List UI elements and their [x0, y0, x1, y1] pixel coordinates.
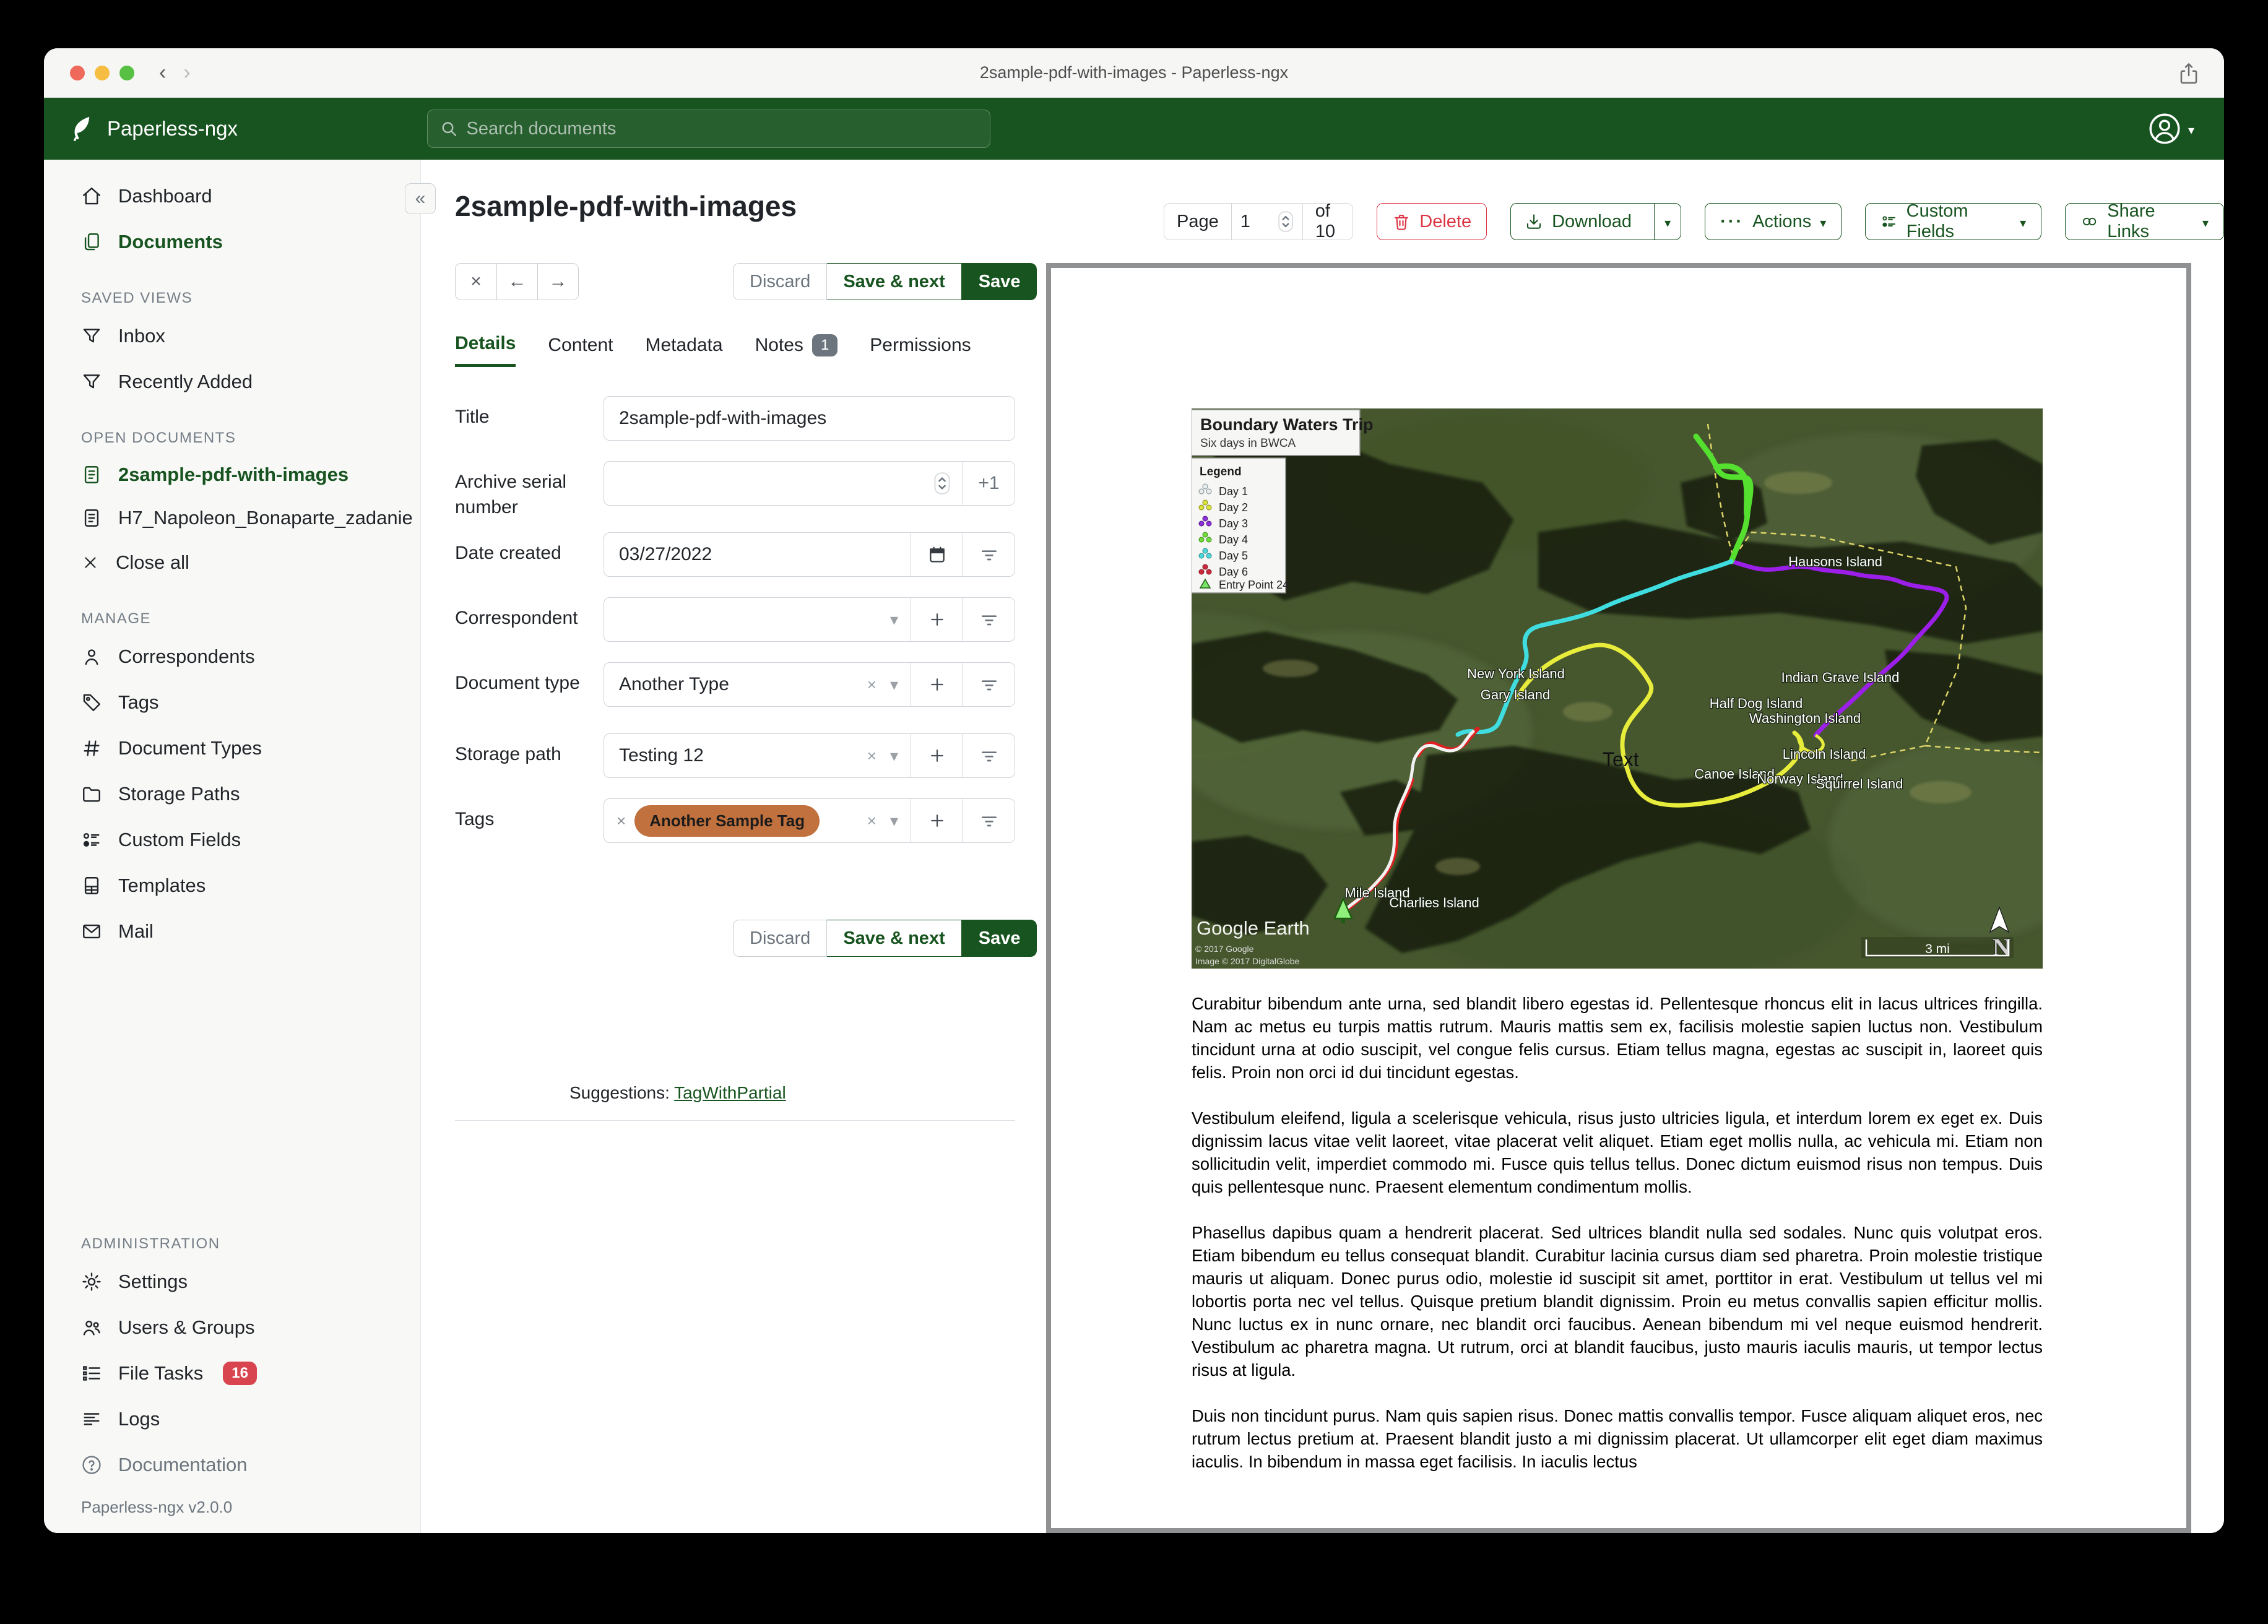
chevron-down-icon[interactable]: ▾ [889, 610, 898, 629]
pdf-body-text [1192, 992, 2043, 1496]
notes-count-badge: 1 [812, 334, 838, 356]
download-button-label: Download [1552, 211, 1632, 231]
clear-icon[interactable]: × [867, 811, 876, 830]
paperless-leaf-icon [69, 114, 95, 143]
question-circle-icon [81, 1454, 102, 1475]
filter-lines-icon [979, 545, 999, 564]
sidebar-item-close-all[interactable] [44, 540, 420, 585]
sidebar-item-logs[interactable] [44, 1396, 420, 1442]
sidebar-item-label: Templates [118, 875, 206, 896]
tab-content[interactable] [548, 333, 613, 367]
close-icon [81, 553, 100, 572]
clear-icon[interactable]: × [867, 746, 876, 765]
custom-fields-icon [81, 829, 102, 850]
page-number-field[interactable] [1231, 204, 1303, 240]
download-button[interactable] [1510, 203, 1681, 240]
document-type-field [604, 662, 1015, 707]
delete-button-label: Delete [1419, 211, 1472, 231]
avatar [2149, 113, 2181, 145]
save-group-bottom [733, 920, 1037, 957]
add-document-type-button[interactable] [911, 663, 963, 706]
pdf-paragraph: Duis non tincidunt purus. Nam quis sapien risus. Donec mattis convallis tempor. Fusce aliquam aliquet eros, nec rutrum lectus pretium at. Praesent blandit justo a mi dignissim placerat. Ut ullamcorper elit eget diam maximus iaculis. In bibendum in massa eget facilisis. In iaculis lectus [1192, 1406, 2043, 1471]
map-label: Half Dog Island [1709, 696, 1803, 711]
asn-plus-one-button[interactable]: +1 [963, 462, 1015, 505]
sidebar-item-label: Recently Added [118, 371, 253, 392]
north-label: N [1993, 933, 2010, 961]
sidebar-item-users-groups[interactable] [44, 1305, 420, 1350]
tab-label: Details [455, 333, 516, 353]
tag-suggestions [569, 1083, 786, 1103]
sidebar-item-settings[interactable] [44, 1259, 420, 1305]
filter-by-storage-path-button[interactable] [963, 734, 1015, 777]
suggestions-label: Suggestions: [569, 1083, 670, 1102]
map-figure [1192, 408, 2043, 969]
tag-icon [81, 692, 102, 713]
next-document-button[interactable]: → [537, 264, 578, 300]
window-title: 2sample-pdf-with-images - Paperless-ngx [979, 63, 1289, 82]
sidebar-item-label: Users & Groups [118, 1316, 255, 1338]
storage-path-select[interactable] [604, 745, 867, 766]
sidebar-item-tags[interactable] [44, 680, 420, 725]
folder-icon [81, 784, 102, 805]
tab-label: Notes [755, 334, 803, 355]
map-label: Norway Island [1757, 771, 1843, 787]
page-count-label: of 10 [1315, 201, 1335, 241]
browser-back-button[interactable]: ‹ [159, 61, 167, 84]
filter-icon [81, 326, 102, 347]
document-icon [81, 464, 102, 485]
svg-text:Day 1: Day 1 [1219, 485, 1249, 498]
custom-fields-button[interactable] [1865, 203, 2041, 240]
correspondent-field [604, 597, 1015, 642]
app-brand[interactable] [69, 114, 238, 143]
asn-field-label: Archive serial number [455, 472, 567, 517]
pdf-page [1051, 268, 2186, 1528]
map-subtitle: Six days in BWCA [1200, 437, 1296, 450]
svg-text:Day 5: Day 5 [1219, 550, 1249, 562]
pdf-paragraph: Vestibulum eleifend, ligula a scelerisque vehicula, risus justo ultricies ligula, et interdum lorem ex eget ex. Duis dignissim lacus vitae velit laoreet, vitae placerat velit aliquet. Etiam eget mollis nulla, ac vehicula mi. Etiam non sollicitudin velit, imperdiet commodo mi. Fusce quis tellus tellus. Donec dictum euismod risus non tempus. Duis quis pellentesque nunc. Praesent elementum condimentum mollis. [1192, 1108, 2043, 1196]
remove-tag-icon[interactable]: × [617, 811, 626, 830]
sidebar-item-dashboard[interactable] [44, 173, 420, 219]
sidebar-item-custom-fields[interactable] [44, 817, 420, 863]
tab-notes[interactable] [755, 333, 838, 367]
filter-lines-icon [979, 610, 999, 629]
tab-label: Permissions [870, 334, 971, 355]
calendar-icon [927, 545, 947, 564]
sidebar-item-label: Tags [118, 691, 159, 713]
chevron-down-icon: ▾ [2188, 123, 2194, 137]
map-label: Indian Grave Island [1781, 670, 1900, 685]
map-legend [1192, 458, 1289, 593]
ellipsis-icon: ··· [1720, 211, 1744, 231]
save-button[interactable]: Save [962, 920, 1037, 957]
user-menu[interactable] [2149, 113, 2194, 145]
title-field [604, 396, 1015, 441]
filter-by-document-type-button[interactable] [963, 663, 1015, 706]
tab-metadata[interactable] [645, 333, 722, 367]
storage-path-label: Storage path [455, 744, 561, 764]
filter-lines-icon [979, 746, 999, 766]
date-created-label: Date created [455, 543, 561, 563]
tab-label: Metadata [645, 334, 723, 355]
person-icon [81, 646, 102, 667]
search-bar[interactable] [427, 110, 990, 148]
tab-permissions[interactable] [870, 333, 971, 367]
map-label: Canoe Island [1694, 766, 1775, 782]
sidebar-item-label: Documents [118, 231, 223, 253]
download-dropdown-toggle[interactable] [1654, 204, 1681, 240]
sidebar-item-label: H7_Napoleon_Bonaparte_zadanie [118, 507, 413, 529]
tag-chip[interactable]: Another Sample Tag [634, 805, 820, 837]
task-list-icon [81, 1363, 102, 1384]
link-icon [2080, 212, 2098, 231]
asn-field [604, 461, 1015, 506]
storage-path-field [604, 733, 1015, 778]
map-scale-bar [1861, 937, 2014, 958]
add-correspondent-button[interactable] [911, 598, 963, 641]
download-icon [1525, 212, 1543, 231]
sidebar-item-label: Correspondents [118, 646, 255, 667]
document-type-select[interactable] [604, 674, 867, 695]
svg-text:Day 3: Day 3 [1219, 517, 1249, 530]
correspondent-label: Correspondent [455, 608, 578, 628]
title-field-label: Title [455, 407, 490, 427]
share-links-button[interactable] [2065, 203, 2224, 240]
chevron-down-icon: ▾ [2020, 216, 2027, 230]
page-number-input[interactable] [1240, 212, 1271, 232]
sidebar [44, 160, 421, 1533]
map-label: Hausons Island [1788, 554, 1882, 569]
chevron-down-icon[interactable]: ▾ [889, 675, 898, 694]
main-content [415, 160, 2224, 1533]
sidebar-item-mail[interactable] [44, 909, 420, 954]
suggestion-link[interactable]: TagWithPartial [674, 1083, 786, 1102]
sidebar-item-document-types[interactable] [44, 725, 420, 771]
pdf-preview-pane[interactable] [1046, 263, 2191, 1533]
sidebar-item-storage-paths[interactable] [44, 771, 420, 817]
plus-icon [928, 675, 946, 694]
google-earth-credit: Google Earth [1197, 917, 1310, 939]
sidebar-item-file-tasks[interactable] [44, 1350, 420, 1396]
filter-by-correspondent-button[interactable] [963, 598, 1015, 641]
svg-text:Day 6: Day 6 [1219, 566, 1249, 578]
share-icon[interactable] [2178, 62, 2199, 89]
title-input[interactable] [604, 408, 1015, 429]
add-tag-button[interactable] [911, 799, 963, 842]
delete-button[interactable] [1377, 203, 1487, 240]
actions-button-label: Actions [1752, 211, 1812, 231]
tab-label: Content [548, 334, 613, 355]
clear-icon[interactable]: × [867, 675, 876, 694]
save-and-next-button[interactable]: Save & next [827, 263, 961, 300]
filter-by-date-button[interactable] [963, 533, 1015, 576]
date-created-input[interactable] [604, 544, 911, 565]
page-navigator [1164, 203, 1353, 240]
tags-label: Tags [455, 809, 495, 829]
stepper-icon[interactable] [934, 472, 950, 495]
document-icon [81, 508, 102, 529]
pdf-paragraph: Curabitur bibendum ante urna, sed blandit libero egestas id. Pellentesque rhoncus elit in lacus ultrices fringilla. Nam ac metus eu turpis mattis rutrum. Mauris mattis sem ex, facilisis molestie sapien luctus non. Vestibulum tincidunt urna at odio suscipit, vel congue felis cursus. Etiam tellus magna, egestas ac suscipit in, laoreet quis felis. Proin non orci id dui tincidunt egestas. [1192, 994, 2043, 1082]
map-label: Washington Island [1749, 710, 1861, 726]
sidebar-section-administration: ADMINISTRATION [81, 1235, 220, 1252]
map-label: Squirrel Island [1816, 776, 1903, 792]
stepper-icon[interactable] [1278, 211, 1294, 232]
app-header [44, 98, 2224, 160]
map-label: Lincoln Island [1782, 746, 1866, 762]
chevron-down-icon[interactable]: ▾ [889, 746, 898, 765]
custom-fields-icon [1881, 212, 1897, 231]
svg-text:Entry Point 24: Entry Point 24 [1219, 579, 1289, 591]
document-type-label: Document type [455, 673, 580, 693]
chevron-down-icon: ▾ [1664, 216, 1671, 230]
map-copyright-1: © 2017 Google [1195, 944, 1254, 954]
app-window [44, 48, 2224, 1533]
logs-icon [81, 1409, 102, 1430]
file-tasks-badge: 16 [223, 1362, 257, 1385]
add-storage-path-button[interactable] [911, 734, 963, 777]
document-toolbar [1164, 203, 2224, 240]
custom-fields-button-label: Custom Fields [1906, 201, 1968, 241]
map-label: Charlies Island [1389, 895, 1479, 910]
map-copyright-2: Image © 2017 DigitalGlobe [1195, 956, 1300, 966]
correspondent-select[interactable] [604, 609, 890, 630]
sidebar-collapse-button[interactable]: « [405, 183, 436, 214]
pdf-paragraph: Phasellus dapibus quam a hendrerit placerat. Sed ultrices blandit nulla sed sodales. Nunc quis volutpat eros. Etiam bibendum eu tellus consequat blandit. Curabitur lacinia cursus diam sed pharetra. Proin molestie tristique mauris ut aliquam. Donec purus odio, molestie id suscipit sit amet, porttitor in erat. Vestibulum ut tellus vel mi lobortis porta nec vel tellus. Quisque pretium blandit dignissim. Proin eu metus convallis sapien efficitur mollis. Nunc luctus ex in nunc ornare, nec blandit orci faucibus. Aenean bibendum mi vel neque euismod hendrerit. Vestibulum ac pharetra magna. Ut rutrum, orci at blandit faucibus, justo mauris iaculis mauris, ut tempor lectus risus at ligula. [1192, 1223, 2043, 1380]
filter-lines-icon [979, 675, 999, 694]
documents-icon [81, 231, 102, 253]
calendar-button[interactable] [911, 533, 963, 576]
plus-icon [928, 746, 946, 765]
editor-tabs [455, 333, 971, 367]
plus-icon [928, 610, 946, 629]
sidebar-item-label: Logs [118, 1408, 160, 1430]
date-created-field [604, 532, 1015, 577]
discard-button[interactable]: Discard [733, 263, 827, 300]
sidebar-item-documents[interactable] [44, 219, 420, 265]
sidebar-item-label: Custom Fields [118, 829, 241, 850]
asn-input[interactable] [604, 473, 934, 494]
sidebar-section-open-documents: OPEN DOCUMENTS [81, 430, 236, 446]
plus-icon [928, 811, 946, 830]
map-text-annotation: Text [1603, 748, 1639, 771]
search-input[interactable] [467, 119, 977, 139]
template-icon [81, 875, 102, 896]
browser-forward-button[interactable]: › [183, 61, 191, 84]
users-icon [81, 1317, 102, 1338]
editor-nav-group [455, 263, 579, 300]
sidebar-item-label: 2sample-pdf-with-images [118, 464, 349, 485]
sidebar-item-correspondents[interactable] [44, 634, 420, 680]
scale-label: 3 mi [1925, 942, 1950, 956]
save-group-top [733, 263, 1037, 300]
map-label: New York Island [1467, 666, 1565, 681]
search-icon [440, 119, 458, 138]
legend-title: Legend [1200, 465, 1242, 478]
close-document-button[interactable]: × [456, 264, 496, 300]
mail-icon [81, 921, 102, 942]
macos-titlebar [44, 48, 2224, 98]
trash-icon [1392, 212, 1411, 231]
sidebar-item-recently-added[interactable] [44, 359, 420, 405]
filter-by-tag-button[interactable] [963, 799, 1015, 842]
svg-text:Day 2: Day 2 [1219, 501, 1249, 514]
sidebar-item-label: Dashboard [118, 185, 212, 207]
sidebar-item-label: Document Types [118, 737, 262, 759]
sidebar-item-label: File Tasks [118, 1362, 204, 1384]
sidebar-item-inbox[interactable] [44, 313, 420, 359]
discard-button[interactable]: Discard [733, 920, 827, 957]
sidebar-section-saved-views: SAVED VIEWS [81, 290, 193, 306]
sidebar-open-doc-2[interactable] [44, 496, 420, 540]
sidebar-item-label: Mail [118, 920, 154, 942]
sidebar-section-manage: MANAGE [81, 610, 152, 627]
map-label: Mile Island [1344, 885, 1410, 901]
map-title-box [1192, 410, 1374, 456]
sidebar-item-templates[interactable] [44, 863, 420, 909]
share-links-button-label: Share Links [2107, 201, 2155, 241]
sidebar-item-label: Inbox [118, 325, 165, 347]
gear-icon [81, 1271, 102, 1292]
tags-field [604, 798, 1015, 843]
chevron-down-icon: ▾ [1820, 216, 1827, 230]
save-and-next-button[interactable]: Save & next [827, 920, 961, 957]
hash-icon [81, 738, 102, 759]
map-title: Boundary Waters Trip [1200, 415, 1374, 434]
sidebar-item-label: Settings [118, 1271, 188, 1292]
form-divider [455, 1120, 1015, 1121]
previous-document-button[interactable]: ← [496, 264, 537, 300]
svg-text:Day 4: Day 4 [1219, 533, 1249, 546]
sidebar-open-doc-current[interactable] [44, 453, 420, 496]
sidebar-item-label: Storage Paths [118, 783, 240, 805]
chevron-down-icon[interactable]: ▾ [889, 811, 898, 830]
map-label: Gary Island [1480, 687, 1551, 702]
filter-icon [81, 371, 102, 392]
document-title: 2sample-pdf-with-images [455, 190, 797, 222]
tab-details[interactable] [455, 333, 516, 367]
page-label: Page [1177, 211, 1219, 231]
actions-button[interactable] [1705, 203, 1842, 240]
app-name: Paperless-ngx [107, 117, 238, 140]
save-button[interactable]: Save [962, 263, 1037, 300]
sidebar-item-documentation[interactable] [44, 1442, 420, 1488]
filter-lines-icon [979, 811, 999, 831]
app-version: Paperless-ngx v2.0.0 [81, 1498, 233, 1516]
home-icon [81, 186, 102, 207]
sidebar-item-label: Documentation [118, 1454, 248, 1475]
sidebar-item-label: Close all [116, 551, 189, 573]
chevron-down-icon: ▾ [2202, 216, 2209, 230]
